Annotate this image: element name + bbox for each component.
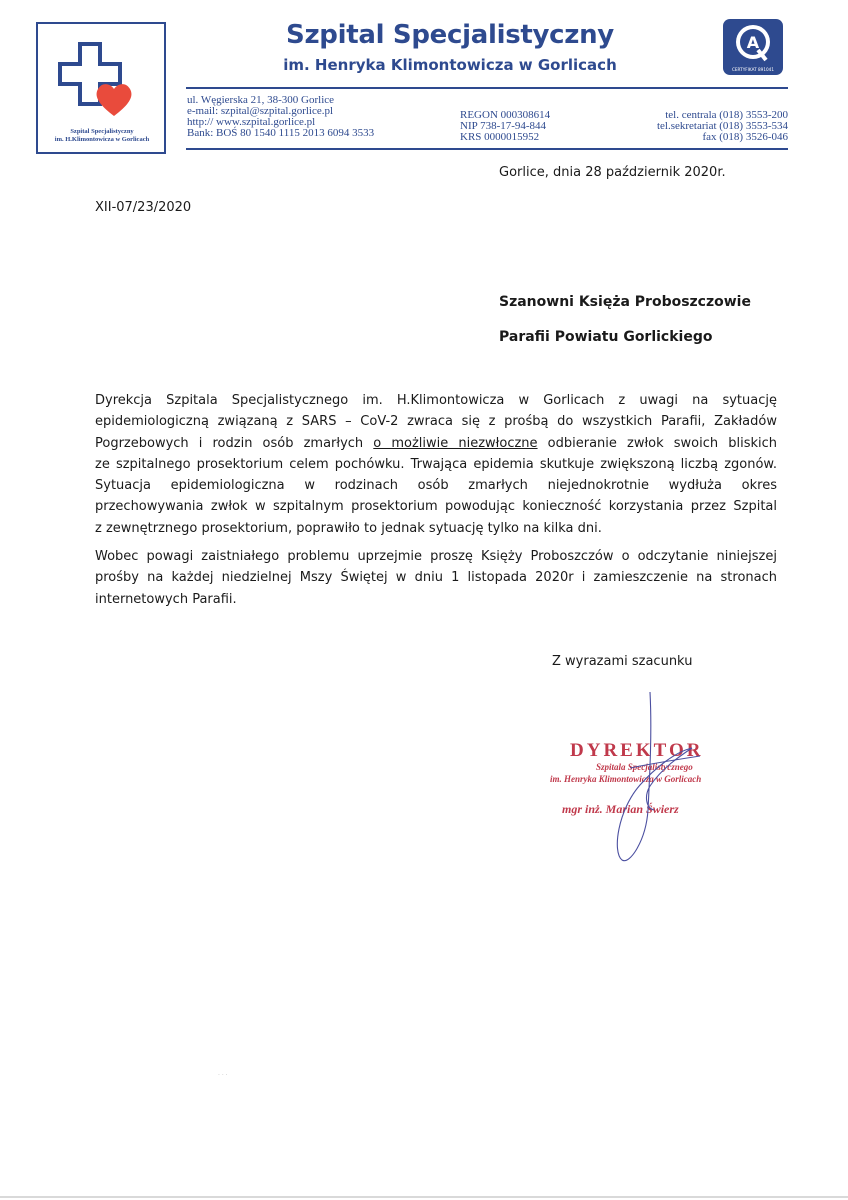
hospital-name: Szpital Specjalistyczny [286, 20, 614, 50]
stamp-name: mgr inż. Marian Świerz [562, 802, 679, 816]
cross-heart-icon [58, 42, 140, 124]
place-date: Gorlice, dnia 28 październik 2020r. [499, 165, 726, 180]
nip: NIP 738-17-94-844 [460, 120, 547, 132]
bank-account: Bank: BOŚ 80 1540 1115 2013 6094 3533 [187, 127, 375, 139]
email: e-mail: szpital@szpital.gorlice.pl [187, 105, 334, 117]
phone-numbers [600, 110, 788, 143]
body-paragraph-1: Dyrekcja Szpitala Specjalistycznego im. H.Klimontowicza w Gorlicach z uwagi na sytuację epidemiologiczną związaną z SARS – CoV-2 zwraca się z prośbą do wszystkich Parafii, Zakładów Pogrzebowych i rodzin osób zmarłych o możliwie niezwłoczne odbieranie zwłok swoich bliskich ze szpitalnego prosektorium celem pochówku. Trwająca epidemia skutkuje zwiększoną liczbą zgonów. Sytuacja epidemiologiczna w rodzinach osób zmarłych niejednokrotnie wydłuża okres przechowywania zwłok w szpitalnym prosektorium powodując konieczność korzystania przez Szpital z zewnętrznego prosektorium, poprawiło to jednak sytuację tylko na kilka dni. [95, 393, 777, 536]
phone-central: tel. centrala (018) 3553-200 [665, 109, 788, 121]
quality-certificate-icon [722, 18, 784, 76]
hospital-contact [187, 95, 374, 139]
website: http:// www.szpital.gorlice.pl [187, 116, 316, 128]
addressee-line: Parafii Powiatu Gorlickiego [499, 329, 713, 345]
registry-ids [460, 110, 550, 143]
phone-secretariat: tel.sekretariat (018) 3553-534 [656, 120, 788, 132]
hospital-logo [36, 22, 166, 154]
fax: fax (018) 3526-046 [702, 131, 788, 143]
emphasis-underline: o możliwie niezwłoczne [373, 435, 538, 451]
stamp-line: im. Henryka Klimontowicza w Gorlicach [550, 774, 702, 784]
address: ul. Węgierska 21, 38-300 Gorlice [187, 94, 335, 106]
body-paragraph-2: Wobec powagi zaistniałego problemu uprzejmie proszę Księży Proboszczów o odczytanie niniejszej prośby na każdej niedzielnej Mszy Świętej w dniu 1 listopada 2020r i zamieszczenie na stronach internetowych Parafii. [95, 549, 777, 607]
certificate-logo [722, 18, 784, 76]
closing-salutation: Z wyrazami szacunku [552, 654, 693, 669]
addressee-line: Szanowni Księża Proboszczowie [499, 294, 751, 310]
header-rule-bottom [186, 148, 788, 150]
reference-number: XII-07/23/2020 [95, 200, 192, 215]
header-rule-top [186, 87, 788, 89]
scan-speck: · · · [218, 1072, 228, 1079]
logo-caption: Szpital Specjalistyczny im. H.Klimontowicza w Gorlicach [54, 128, 150, 143]
svg-text:CERTYFIKAT 891041: CERTYFIKAT 891041 [731, 67, 775, 72]
stamp-title: DYREKTOR [570, 740, 704, 761]
handwritten-signature [600, 690, 710, 870]
page-edge [0, 1196, 848, 1198]
regon: REGON 000308614 [460, 109, 551, 121]
hospital-subtitle: im. Henryka Klimontowicza w Gorlicach [283, 56, 617, 74]
stamp-line: Szpitala Specjalistycznego [596, 762, 693, 772]
svg-text:A: A [746, 33, 760, 52]
krs: KRS 0000015952 [460, 131, 540, 143]
